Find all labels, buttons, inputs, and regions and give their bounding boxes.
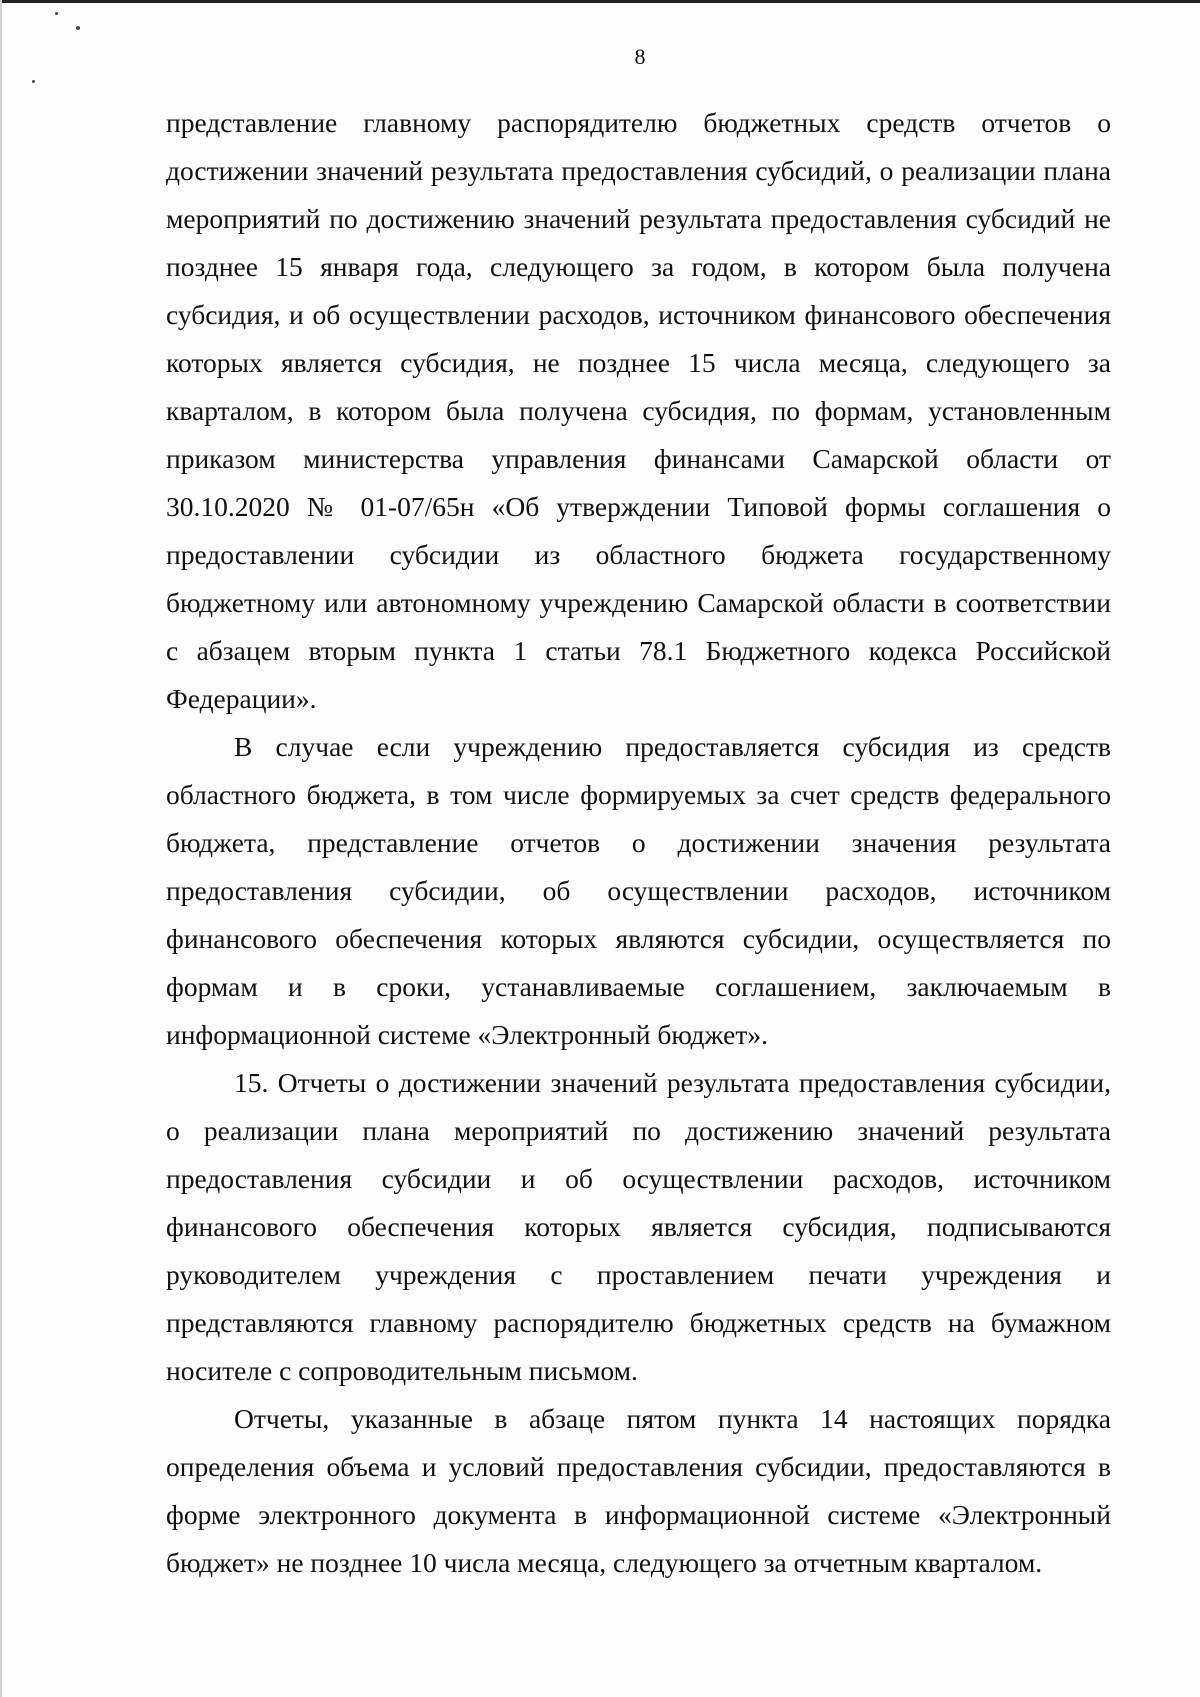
scan-speck — [55, 12, 58, 15]
scan-left-edge — [0, 0, 2, 1697]
paragraph-electronic-reports: Отчеты, указанные в абзаце пятом пункта 14 настоящих порядка определения объема и условий предоставления субсидии, предоставляются в форме электронного документа в информационной системе «Электронный бюджет» не позднее 10 числа месяца, следующего за отчетным кварталом. — [166, 1403, 1111, 1578]
scan-speck — [76, 26, 80, 30]
scan-top-edge — [0, 0, 1200, 3]
paragraph-item-15: 15. Отчеты о достижении значений результата предоставления субсидии, о реализации плана мероприятий по достижению значений результата предоставления субсидии и об осуществлении расходов, источником финансового обеспечения которых является субсидия, подписываются руководителем учреждения с проставлением печати учреждения и представляются главному распорядителю бюджетных средств на бумажном носителе с сопроводительным письмом. — [166, 1067, 1111, 1386]
paragraph-federal-budget-case: В случае если учреждению предоставляется субсидия из средств областного бюджета, в том числе формируемых за счет средств федерального бюджета, представление отчетов о достижении значения результата предоставления субсидии, об осуществлении расходов, источником финансового обеспечения которых являются субсидии, осуществляется по формам и в сроки, устанавливаемые соглашением, заключаемым в информационной системе «Электронный бюджет». — [166, 731, 1111, 1050]
scan-speck — [32, 80, 35, 83]
page-number: 8 — [634, 44, 646, 69]
document-body — [166, 99, 1111, 1587]
paragraph-reports-submission: представление главному распорядителю бюджетных средств отчетов о достижении значений результата предоставления субсидий, о реализации плана мероприятий по достижению значений результата предоставления субсидий не позднее 15 января года, следующего за годом, в котором была получена субсидия, и об осуществлении расходов, источником финансового обеспечения которых является субсидия, не позднее 15 числа месяца, следующего за кварталом, в котором была получена субсидия, по формам, установленным приказом министерства управления финансами Самарской области от 30.10.2020 № 01-07/65н «Об утверждении Типовой формы соглашения о предоставлении субсидии из областного бюджета государственному бюджетному или автономному учреждению Самарской области в соответствии с абзацем вторым пункта 1 статьи 78.1 Бюджетного кодекса Российской Федерации». — [166, 107, 1111, 714]
